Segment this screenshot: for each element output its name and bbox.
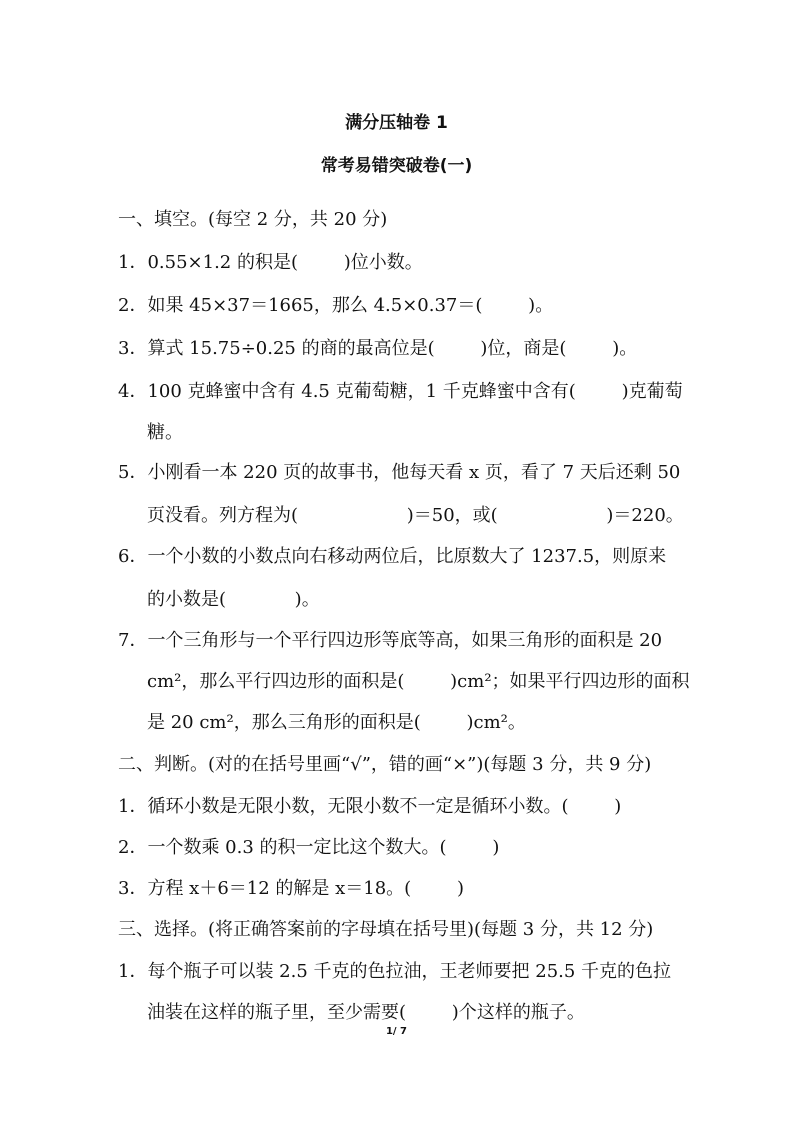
section-heading-multiple-choice: 三、选择。(将正确答案前的字母填在括号里)(每题 3 分，共 12 分): [118, 919, 654, 940]
section-heading-true-false: 二、判断。(对的在括号里画“√”，错的画“×”)(每题 3 分，共 9 分): [118, 754, 652, 775]
question-line-continued: cm²，那么平行四边形的面积是( )cm²；如果平行四边形的面积: [147, 671, 690, 692]
question-line: 2．如果 45×37＝1665，那么 4.5×0.37＝( )。: [118, 295, 554, 316]
question-line-continued: 糖。: [147, 422, 183, 443]
section-heading-fill-blank: 一、填空。(每空 2 分，共 20 分): [118, 209, 388, 230]
question-line-continued: 的小数是( )。: [147, 589, 320, 610]
page-title: 满分压轴卷 1: [345, 113, 448, 133]
question-line-continued: 油装在这样的瓶子里，至少需要( )个这样的瓶子。: [147, 1002, 585, 1023]
question-line: 5．小刚看一本 220 页的故事书，他每天看 x 页，看了 7 天后还剩 50: [118, 462, 681, 483]
question-line-continued: 是 20 cm²，那么三角形的面积是( )cm²。: [147, 712, 526, 733]
question-line: 4．100 克蜂蜜中含有 4.5 克葡萄糖，1 千克蜂蜜中含有( )克葡萄: [118, 381, 683, 402]
question-line: 6．一个小数的小数点向右移动两位后，比原数大了 1237.5，则原来: [118, 546, 667, 567]
page-subtitle: 常考易错突破卷(一): [320, 156, 473, 176]
question-line: 1．0.55×1.2 的积是( )位小数。: [118, 252, 423, 273]
question-line: 7．一个三角形与一个平行四边形等底等高，如果三角形的面积是 20: [118, 630, 663, 651]
question-line: 3．方程 x＋6＝12 的解是 x＝18。( ): [118, 878, 464, 899]
question-line: 2．一个数乘 0.3 的积一定比这个数大。( ): [118, 837, 500, 858]
page-number: 1/ 7: [385, 1026, 408, 1037]
question-line: 1．循环小数是无限小数，无限小数不一定是循环小数。( ): [118, 796, 622, 817]
question-line: 3．算式 15.75÷0.25 的商的最高位是( )位，商是( )。: [118, 338, 638, 359]
question-line-continued: 页没看。列方程为( )＝50，或( )＝220。: [147, 505, 684, 526]
question-line: 1．每个瓶子可以装 2.5 千克的色拉油，王老师要把 25.5 千克的色拉: [118, 961, 672, 982]
